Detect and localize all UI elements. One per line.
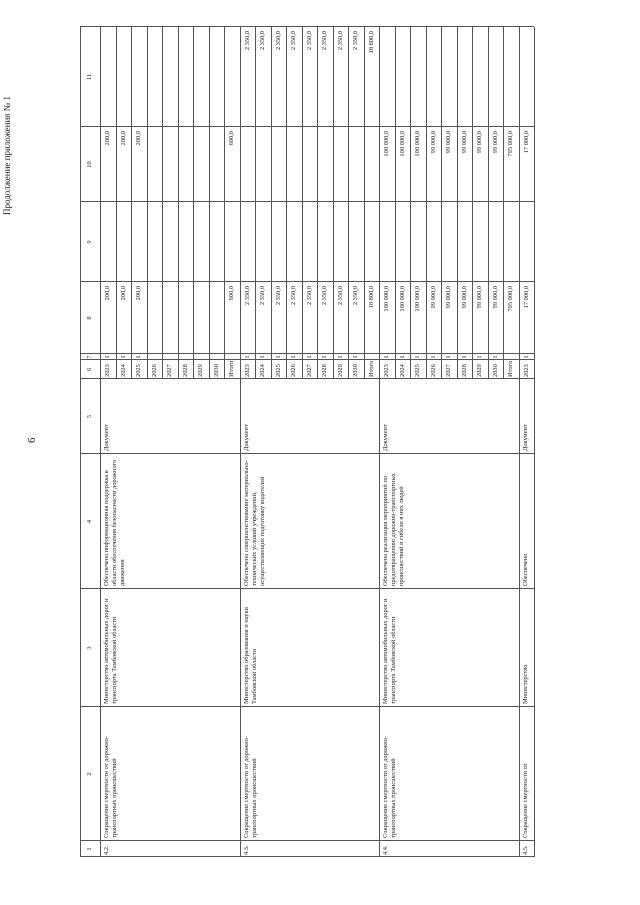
amount-cell: 2 350,0 — [305, 286, 313, 306]
table-rule — [80, 378, 534, 379]
amount-cell: 99 000,0 — [429, 131, 437, 154]
task-text: Сокращение смертности от дорожно-транспортных происшествий — [103, 735, 118, 838]
executor-text: Министерство автомобильных дорог и транспорта Тамбовской области — [382, 598, 397, 704]
amount-cell: 200,0 — [104, 286, 111, 301]
year-cell: 2026 — [150, 364, 158, 377]
amount-cell: 100 000,0 — [383, 131, 390, 157]
flag-cell: 1 — [414, 355, 421, 359]
year-cell: 2030 — [352, 364, 359, 377]
amount-cell: 2 350,0 — [243, 31, 251, 51]
table-rule — [224, 27, 225, 379]
table-rule — [209, 27, 210, 379]
amount-cell: 99 000,0 — [460, 286, 468, 309]
amount-cell: 17 000,0 — [522, 286, 530, 309]
flag-cell: 1 — [383, 355, 390, 359]
year-cell: 2027 — [305, 364, 313, 377]
table-rule — [255, 27, 256, 379]
year-cell: 2029 — [476, 364, 483, 377]
amount-cell: 100 000,0 — [398, 131, 406, 157]
table-rule — [100, 27, 101, 857]
year-cell: 2028 — [181, 364, 189, 377]
amount-cell: 2 350,0 — [352, 286, 359, 306]
column-header: 11 — [86, 73, 93, 81]
amount-cell: 99 000,0 — [445, 286, 452, 309]
amount-cell: 2 350,0 — [336, 31, 344, 51]
amount-cell: 99 000,0 — [476, 286, 483, 309]
table-rule — [534, 27, 535, 857]
amount-cell: 2 350,0 — [321, 31, 328, 51]
flag-cell: 1 — [429, 355, 437, 359]
amount-cell: 2 350,0 — [259, 31, 266, 51]
year-cell: 2025 — [274, 364, 282, 377]
result-text: Обеспечено совершенствование материально-технических условий учреждений, осуществляющих подготовку водителей — [242, 460, 266, 586]
flag-cell: 1 — [491, 355, 499, 359]
table-rule — [162, 27, 163, 379]
amount-cell: 2 350,0 — [352, 31, 359, 51]
table-rule — [410, 27, 411, 379]
total-amount: 18 800,0 — [367, 286, 375, 309]
task-text: Сокращение смертности от — [521, 763, 529, 838]
amount-cell: 2 350,0 — [259, 286, 266, 306]
flag-cell: 1 — [321, 355, 328, 359]
total-amount: 795 000,0 — [507, 131, 514, 157]
year-cell: 2029 — [336, 364, 344, 377]
year-cell: 2029 — [197, 364, 204, 377]
column-header: 9 — [86, 240, 93, 244]
amount-cell: 17 000,0 — [522, 131, 530, 154]
flag-cell: 1 — [522, 355, 530, 359]
result-text: Обеспечена информационная поддержка в области обеспечения безопасности дорожного движения — [103, 459, 126, 586]
task-text: Сокращение смертности от дорожно-транспортных происшествий — [382, 735, 397, 838]
flag-cell: 1 — [135, 355, 142, 359]
table-rule — [80, 27, 81, 857]
result-text: Обеспечено — [521, 553, 529, 586]
amount-cell: 99 000,0 — [460, 131, 468, 154]
column-header: 4 — [86, 519, 93, 524]
column-header: 2 — [86, 772, 93, 776]
year-cell: 2027 — [445, 364, 452, 377]
document-type: Документ — [103, 424, 110, 451]
table-rule — [348, 27, 349, 379]
landscape-sheet — [0, 25, 640, 905]
column-header: 5 — [86, 414, 93, 419]
result-text: Обеспечена реализация мероприятий по предотвращению дорожно-транспортных происшествий и гибели в них людей — [382, 473, 405, 586]
total-amount: 600,0 — [228, 131, 235, 146]
year-cell: 2024 — [259, 364, 266, 377]
amount-cell: 2 350,0 — [290, 286, 297, 306]
year-cell: 2030 — [491, 364, 499, 377]
table-rule — [317, 27, 318, 379]
amount-cell: 200,0 — [119, 131, 127, 146]
amount-cell: 200,0 — [119, 286, 127, 301]
table-rule — [147, 27, 148, 379]
table-rule — [441, 27, 442, 379]
row-number: 4.3. — [242, 845, 250, 855]
year-cell: 2023 — [243, 364, 251, 377]
table-rule — [364, 27, 365, 379]
amount-cell: 2 350,0 — [274, 286, 282, 306]
table-rule — [519, 27, 520, 857]
amount-cell: 99 000,0 — [476, 131, 483, 154]
amount-cell: 100 000,0 — [414, 131, 421, 157]
amount-cell: 100 000,0 — [383, 286, 390, 312]
executor-text: Министерство — [521, 664, 529, 704]
document-type: Документ — [382, 424, 389, 451]
table-rule — [286, 27, 287, 379]
column-header: 6 — [86, 367, 93, 372]
flag-cell: 1 — [305, 355, 313, 359]
flag-cell: 1 — [104, 355, 111, 359]
table-rule — [302, 27, 303, 379]
document-type: Документ — [242, 424, 250, 451]
page-number: 6 — [26, 437, 38, 443]
table-rule — [80, 126, 534, 127]
table-rule — [333, 27, 334, 379]
table-rule — [193, 27, 194, 379]
year-cell: 2023 — [104, 364, 111, 377]
year-cell: 2028 — [460, 364, 468, 377]
flag-cell: 1 — [243, 355, 251, 359]
table-rule — [379, 27, 380, 857]
column-header: 10 — [86, 161, 93, 168]
table-rule — [488, 27, 489, 379]
table-rule — [240, 27, 241, 857]
amount-cell: 100 000,0 — [398, 286, 406, 312]
flag-cell: 1 — [398, 355, 406, 359]
table-rule — [80, 706, 534, 707]
amount-cell: 200,0 — [135, 286, 142, 301]
executor-text: Министерство образования и науки Тамбовской области — [242, 607, 258, 704]
table-rule — [503, 27, 504, 379]
year-cell: 2026 — [429, 364, 437, 377]
year-cell: 2024 — [119, 364, 127, 377]
table-rule — [80, 588, 534, 589]
amount-cell: 100 000,0 — [414, 286, 421, 312]
total-amount: 600,0 — [228, 286, 235, 301]
task-text: Сокращение смертности от дорожно-транспортных происшествий — [242, 735, 258, 838]
year-cell: 2025 — [414, 364, 421, 377]
amount-cell: 2 350,0 — [336, 286, 344, 306]
continuation-label: Продолжение приложения № 1 — [2, 95, 12, 215]
year-cell: 2025 — [135, 364, 142, 377]
total-label: Итого — [507, 360, 514, 377]
year-cell: 2023 — [522, 364, 530, 377]
flag-cell: 1 — [476, 355, 483, 359]
total-amount: 795 000,0 — [507, 286, 514, 312]
table-rule — [178, 27, 179, 379]
amount-cell: 2 350,0 — [290, 31, 297, 51]
column-header: 7 — [86, 355, 93, 359]
flag-cell: 1 — [460, 355, 468, 359]
amount-cell: 99 000,0 — [445, 131, 452, 154]
year-cell: 2030 — [212, 364, 220, 377]
amount-cell: 200,0 — [135, 131, 142, 146]
program-table — [80, 27, 550, 857]
document-type: Документ — [521, 424, 529, 451]
total-label: Итого — [228, 360, 235, 377]
flag-cell: 1 — [290, 355, 297, 359]
flag-cell: 1 — [336, 355, 344, 359]
column-header: 8 — [86, 316, 93, 320]
amount-cell: 2 350,0 — [243, 286, 251, 306]
column-header: 3 — [86, 646, 93, 650]
table-rule — [395, 27, 396, 379]
table-rule — [80, 26, 534, 27]
year-cell: 2023 — [383, 364, 390, 377]
table-rule — [131, 27, 132, 379]
flag-cell: 1 — [119, 355, 127, 359]
column-header: 1 — [86, 847, 93, 851]
year-cell: 2024 — [398, 364, 406, 377]
amount-cell: 99 000,0 — [491, 286, 499, 309]
amount-cell: 2 350,0 — [274, 31, 282, 51]
table-rule — [457, 27, 458, 379]
amount-cell: 200,0 — [104, 131, 111, 146]
flag-cell: 1 — [259, 355, 266, 359]
amount-cell: 99 000,0 — [429, 286, 437, 309]
row-number: 4.5. — [521, 845, 529, 855]
amount-cell: 99 000,0 — [491, 131, 499, 154]
table-rule — [80, 856, 534, 857]
table-rule — [472, 27, 473, 379]
year-cell: 2027 — [166, 364, 173, 377]
year-cell: 2028 — [321, 364, 328, 377]
flag-cell: 1 — [352, 355, 359, 359]
amount-cell: 2 350,0 — [305, 31, 313, 51]
table-rule — [80, 201, 534, 202]
year-cell: 2026 — [290, 364, 297, 377]
table-rule — [116, 27, 117, 379]
table-rule — [80, 840, 534, 841]
executor-text: Министерство автомобильных дорог и транспорта Тамбовской области — [103, 598, 118, 704]
table-rule — [80, 281, 534, 282]
table-rule — [271, 27, 272, 379]
total-amount: 18 800,0 — [367, 31, 375, 54]
flag-cell: 1 — [274, 355, 282, 359]
flag-cell: 1 — [445, 355, 452, 359]
amount-cell: 2 350,0 — [321, 286, 328, 306]
row-number: 4.2. — [103, 845, 110, 855]
table-rule — [426, 27, 427, 379]
table-rule — [80, 453, 534, 454]
row-number: 4.4. — [382, 845, 389, 855]
total-label: Итого — [367, 360, 375, 377]
